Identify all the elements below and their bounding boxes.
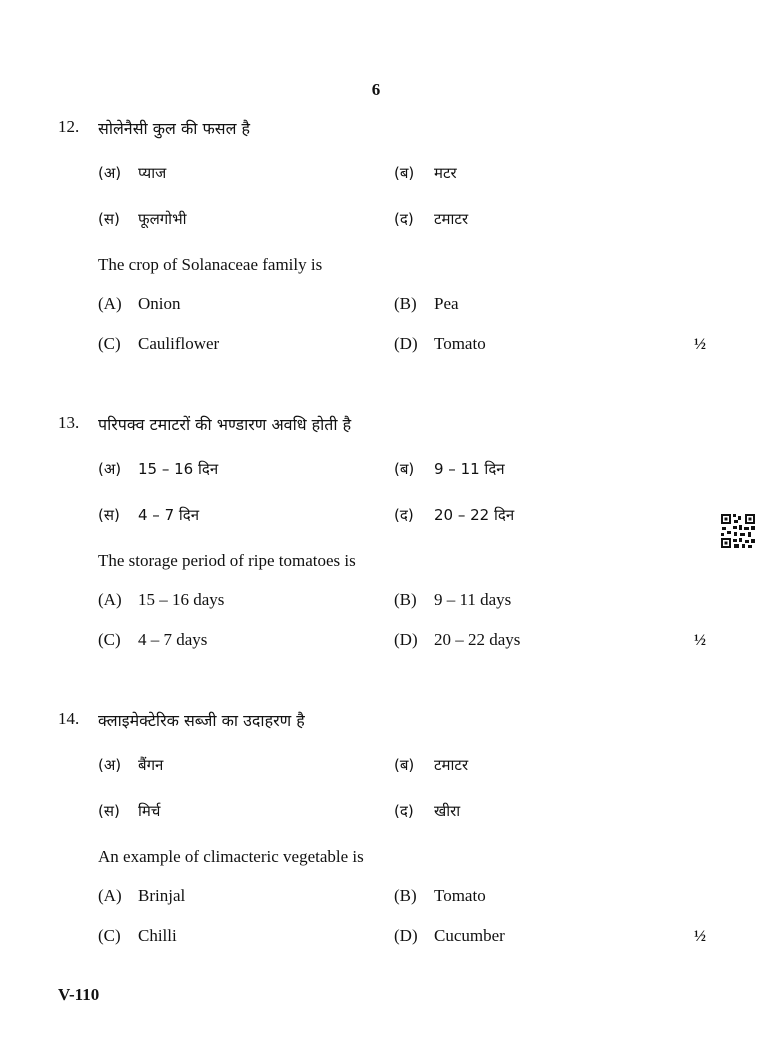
option-value: 9 – 11 days xyxy=(434,590,512,609)
option-label: (ब) xyxy=(394,164,415,182)
question-text-hindi: परिपक्व टमाटरों की भण्डारण अवधि होती है xyxy=(98,415,352,434)
option-value: टमाटर xyxy=(434,210,469,228)
option-value: 4 – 7 days xyxy=(138,630,208,649)
option-value: फूलगोभी xyxy=(138,210,187,228)
option-label: (B) xyxy=(394,294,417,313)
question-13 xyxy=(0,413,768,683)
marks: ½ xyxy=(694,336,706,353)
option-label: (द) xyxy=(394,210,414,228)
question-number: 12. xyxy=(58,117,80,136)
option-label: (A) xyxy=(98,590,122,609)
option-value: बैंगन xyxy=(138,756,164,774)
paper-code: V-110 xyxy=(58,985,100,1004)
question-text-english: An example of climacteric vegetable is xyxy=(98,847,364,866)
option-label: (A) xyxy=(98,886,122,905)
question-number: 14. xyxy=(58,709,80,728)
option-value: 15 – 16 दिन xyxy=(138,460,219,478)
option-label: (ब) xyxy=(394,460,415,478)
option-label: (B) xyxy=(394,886,417,905)
option-value: 4 – 7 दिन xyxy=(138,506,200,524)
option-value: खीरा xyxy=(434,802,461,820)
page-number: 6 xyxy=(371,80,381,99)
option-label: (द) xyxy=(394,802,414,820)
option-label: (द) xyxy=(394,506,414,524)
option-label: (अ) xyxy=(98,756,122,774)
option-label: (ब) xyxy=(394,756,415,774)
option-value: मटर xyxy=(434,164,457,182)
option-value: Tomato xyxy=(434,334,486,353)
option-label: (स) xyxy=(98,802,120,820)
question-number: 13. xyxy=(58,413,80,432)
option-value: Tomato xyxy=(434,886,486,905)
option-label: (अ) xyxy=(98,460,122,478)
option-label: (स) xyxy=(98,210,120,228)
option-value: टमाटर xyxy=(434,756,469,774)
option-value: Onion xyxy=(138,294,181,313)
option-label: (C) xyxy=(98,630,121,649)
question-14 xyxy=(0,709,768,979)
question-text-english: The crop of Solanaceae family is xyxy=(98,255,323,274)
option-label: (D) xyxy=(394,630,418,649)
option-value: Pea xyxy=(434,294,459,313)
marks: ½ xyxy=(694,928,706,945)
option-value: प्याज xyxy=(138,164,167,182)
option-label: (स) xyxy=(98,506,120,524)
option-value: 20 – 22 दिन xyxy=(434,506,515,524)
option-value: 15 – 16 days xyxy=(138,590,225,609)
option-value: Chilli xyxy=(138,926,177,945)
option-value: 20 – 22 days xyxy=(434,630,521,649)
option-label: (D) xyxy=(394,334,418,353)
question-text-english: The storage period of ripe tomatoes is xyxy=(98,551,356,570)
question-text-hindi: क्लाइमेक्टेरिक सब्जी का उदाहरण है xyxy=(98,711,305,730)
option-label: (A) xyxy=(98,294,122,313)
option-label: (अ) xyxy=(98,164,122,182)
marks: ½ xyxy=(694,632,706,649)
option-label: (C) xyxy=(98,334,121,353)
option-value: Brinjal xyxy=(138,886,186,905)
option-value: 9 – 11 दिन xyxy=(434,460,505,478)
option-value: Cauliflower xyxy=(138,334,220,353)
question-12 xyxy=(0,117,768,387)
option-label: (C) xyxy=(98,926,121,945)
question-text-hindi: सोलेनैसी कुल की फसल है xyxy=(98,119,251,138)
qr-code-icon xyxy=(720,513,756,549)
option-label: (D) xyxy=(394,926,418,945)
option-value: मिर्च xyxy=(138,802,161,820)
option-value: Cucumber xyxy=(434,926,505,945)
option-label: (B) xyxy=(394,590,417,609)
